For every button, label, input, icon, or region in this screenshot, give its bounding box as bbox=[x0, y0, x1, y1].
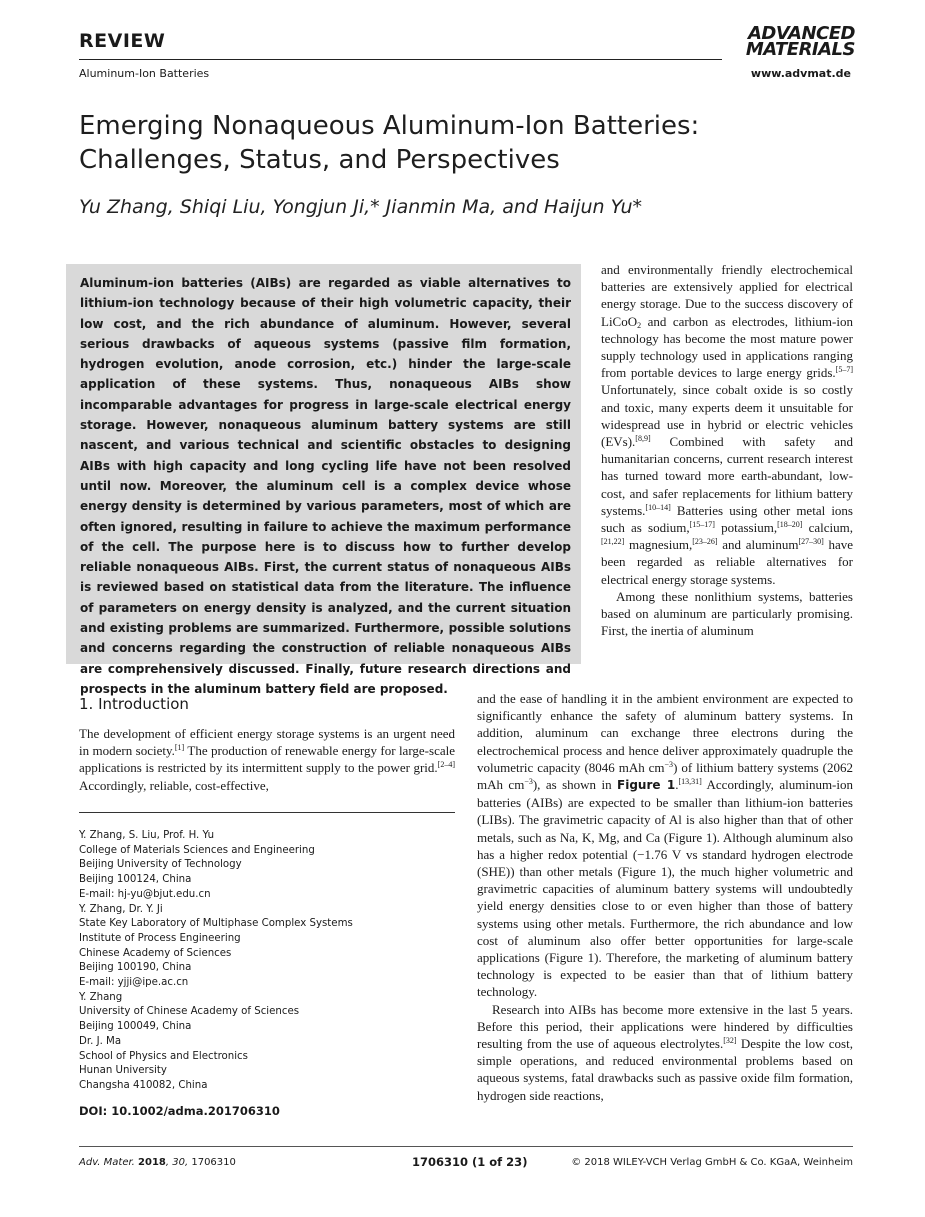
title-line-1: Emerging Nonaqueous Aluminum-Ion Batteries: bbox=[79, 111, 700, 141]
affiliation-line: Beijing 100190, China bbox=[79, 962, 192, 974]
paragraph: Research into AIBs has become more extensive in the last 5 years. Before this period, their applications were hindered by difficulties resulting from the use of aqueous electrolytes.[32] Despite the low cost, simple operations, and reduced environmental problems based on aqueous systems, fatal drawbacks such as passive oxide film formation, hydrogen side reactions, bbox=[477, 1001, 853, 1103]
title-line-2: Challenges, Status, and Perspectives bbox=[79, 145, 560, 175]
section-label: Aluminum-Ion Batteries bbox=[79, 67, 210, 80]
email-link[interactable]: E-mail: hj-yu@bjut.edu.cn bbox=[79, 888, 211, 900]
affiliation-line: Beijing 100124, China bbox=[79, 874, 192, 886]
citation[interactable]: [10–14] bbox=[645, 502, 671, 512]
affiliation-line: Y. Zhang, S. Liu, Prof. H. Yu bbox=[79, 830, 215, 841]
page-number: 1706310 (1 of 23) bbox=[412, 1155, 528, 1169]
header-divider bbox=[79, 59, 722, 60]
affiliation-line: School of Physics and Electronics bbox=[79, 1050, 248, 1062]
intro-paragraph: The development of efficient energy storage systems is an urgent need in modern society.[1] The production of renewable energy for large-scale applications is restricted by its intermittent supply to the power grid.[2–4] Accordingly, reliable, cost-effective, bbox=[79, 726, 455, 793]
citation[interactable]: [2–4] bbox=[437, 760, 455, 770]
journal-citation: Adv. Mater. 2018, 30, 1706310 bbox=[79, 1157, 236, 1168]
section-heading: 1. Introduction bbox=[79, 695, 189, 713]
email-link[interactable]: E-mail: yjji@ipe.ac.cn bbox=[79, 977, 189, 989]
copyright: © 2018 WILEY-VCH Verlag GmbH & Co. KGaA, Weinheim bbox=[571, 1157, 853, 1168]
article-title bbox=[79, 109, 839, 177]
citation[interactable]: [15–17] bbox=[689, 520, 715, 530]
affiliation-line: Dr. J. Ma bbox=[79, 1035, 122, 1047]
logo-line1: ADVANCED bbox=[747, 23, 855, 44]
doi-link[interactable]: DOI: 10.1002/adma.201706310 bbox=[79, 1104, 280, 1118]
citation[interactable]: [1] bbox=[174, 743, 185, 753]
footnote-divider bbox=[79, 812, 455, 813]
journal-website-link[interactable]: www.advmat.de bbox=[750, 67, 851, 80]
abstract-box bbox=[66, 264, 581, 696]
citation[interactable]: [18–20] bbox=[777, 520, 803, 530]
affiliation-line: State Key Laboratory of Multiphase Complex Systems bbox=[79, 918, 353, 930]
citation[interactable]: [5–7] bbox=[835, 365, 853, 375]
affiliation-line: Y. Zhang, Dr. Y. Ji bbox=[79, 903, 163, 915]
paragraph: and the ease of handling it in the ambient environment are expected to significantly enhance the safety of aluminum battery systems. In addition, aluminum can exchange three electrons during the electrochemical process and hence deliver approximately quadruple the volumetric capacity (8046 mAh $cm^{-3}$) of lithium battery systems (2062 mAh $cm^{-3}$), as shown in Figure 1.[13,31] Accordingly, aluminum-ion batteries (AIBs) are expected to be smaller than lithium-ion batteries (LIBs). The gravimetric capacity of Al is also higher than that of other metals, such as Na, K, Mg, and Ca (Figure 1). Although aluminum also has a higher redox potential (−1.76 V vs standard hydrogen electrode (SHE)) than other metals (Figure 1), the much higher volumetric and gravimetric capacities of aluminum battery systems will undoubtedly yield energy densities close to or even higher than those of battery systems using other metals. Furthermore, the rich abundance and low cost of aluminum also offer better opportunities for large-scale applications (Figure 1). Therefore, the marketing of aluminum battery technology is expected to be easier than that of lithium battery technology. bbox=[477, 691, 853, 1000]
paragraph: and environmentally friendly electrochemical batteries are extensively applied for electrical energy storage. Due to the success discovery of LiCoO$_2$ and carbon as electrodes, lithium-ion technology has become the most mature power supply technology used in applications ranging from portable devices to large energy grids.[5–7] Unfortunately, since cobalt oxide is so costly and toxic, many experts deem it unsuitable for widespread use in hybrid or electric vehicles (EVs).[8,9] Combined with safety and humanitarian concerns, current research interest has turned toward more earth-abundant, low-cost, and safer replacements for lithium battery systems.[10–14] Batteries using other metal ions such as sodium,[15–17] potassium,[18–20] calcium,[21,22] magnesium,[23–26] and aluminum[27–30] have been regarded as reliable alternatives for electrical energy storage systems. bbox=[601, 262, 854, 587]
author-list: Yu Zhang, Shiqi Liu, Yongjun Ji,* Jianmin Ma, and Haijun Yu* bbox=[79, 196, 643, 218]
abstract-text: Aluminum-ion batteries (AIBs) are regarded as viable alternatives to lithium-ion technology because of their high volumetric capacity, their low cost, and the rich abundance of aluminum. However, several serious drawbacks of aqueous systems (passive film formation, hydrogen evolution, anode corrosion, etc.) hinder the large-scale application of these systems. Thus, nonaqueous AIBs show incomparable advantages for progress in large-scale electrical energy storage. However, nonaqueous aluminum battery systems are still nascent, and various technical and scientific obstacles to designing AIBs with high capacity and long cycling life have not been resolved until now. Moreover, the aluminum cell is a complex device whose energy density is determined by various parameters, most of which are often ignored, resulting in failure to achieve the maximum performance of the cell. The purpose here is to discuss how to further develop reliable nonaqueous AIBs. First, the current status of nonaqueous AIBs is reviewed based on statistical data from the literature. The influence of parameters on energy density is analyzed, and the current situation and existing problems are summarized. Furthermore, possible solutions and concerns regarding the construction of reliable nonaqueous AIBs are comprehensively discussed. Finally, future research directions and prospects in the aluminum battery field are proposed. bbox=[80, 276, 571, 696]
citation[interactable]: [8,9] bbox=[635, 434, 651, 444]
section-type: REVIEW bbox=[79, 30, 166, 52]
affiliation-line: Changsha 410082, China bbox=[79, 1079, 208, 1091]
affiliation-line: Chinese Academy of Sciences bbox=[79, 947, 232, 959]
affiliation-line: College of Materials Sciences and Engineering bbox=[79, 844, 315, 856]
affiliation-line: Beijing 100049, China bbox=[79, 1021, 192, 1033]
citation[interactable]: [23–26] bbox=[692, 537, 718, 547]
citation[interactable]: [27–30] bbox=[798, 537, 824, 547]
affiliation-line: Institute of Process Engineering bbox=[79, 932, 241, 944]
affiliation-line: Hunan University bbox=[79, 1065, 167, 1077]
body-column-right-bottom bbox=[477, 690, 853, 1104]
logo-line2: MATERIALS bbox=[745, 39, 855, 60]
affiliation-line: University of Chinese Academy of Sciences bbox=[79, 1006, 300, 1018]
citation[interactable]: [21,22] bbox=[601, 537, 625, 547]
citation[interactable]: [13,31] bbox=[678, 777, 702, 787]
affiliation-line: Beijing University of Technology bbox=[79, 859, 242, 871]
body-column-right-top bbox=[601, 261, 853, 639]
journal-logo[interactable] bbox=[735, 23, 855, 60]
affiliation-line: Y. Zhang bbox=[79, 991, 123, 1003]
paragraph: Among these nonlithium systems, batteries based on aluminum are particularly promising. First, the inertia of aluminum bbox=[601, 588, 853, 639]
figure-link[interactable]: Figure 1 bbox=[617, 778, 676, 793]
citation[interactable]: [32] bbox=[723, 1036, 737, 1046]
affiliations bbox=[79, 829, 459, 1094]
footer-divider bbox=[79, 1146, 853, 1147]
